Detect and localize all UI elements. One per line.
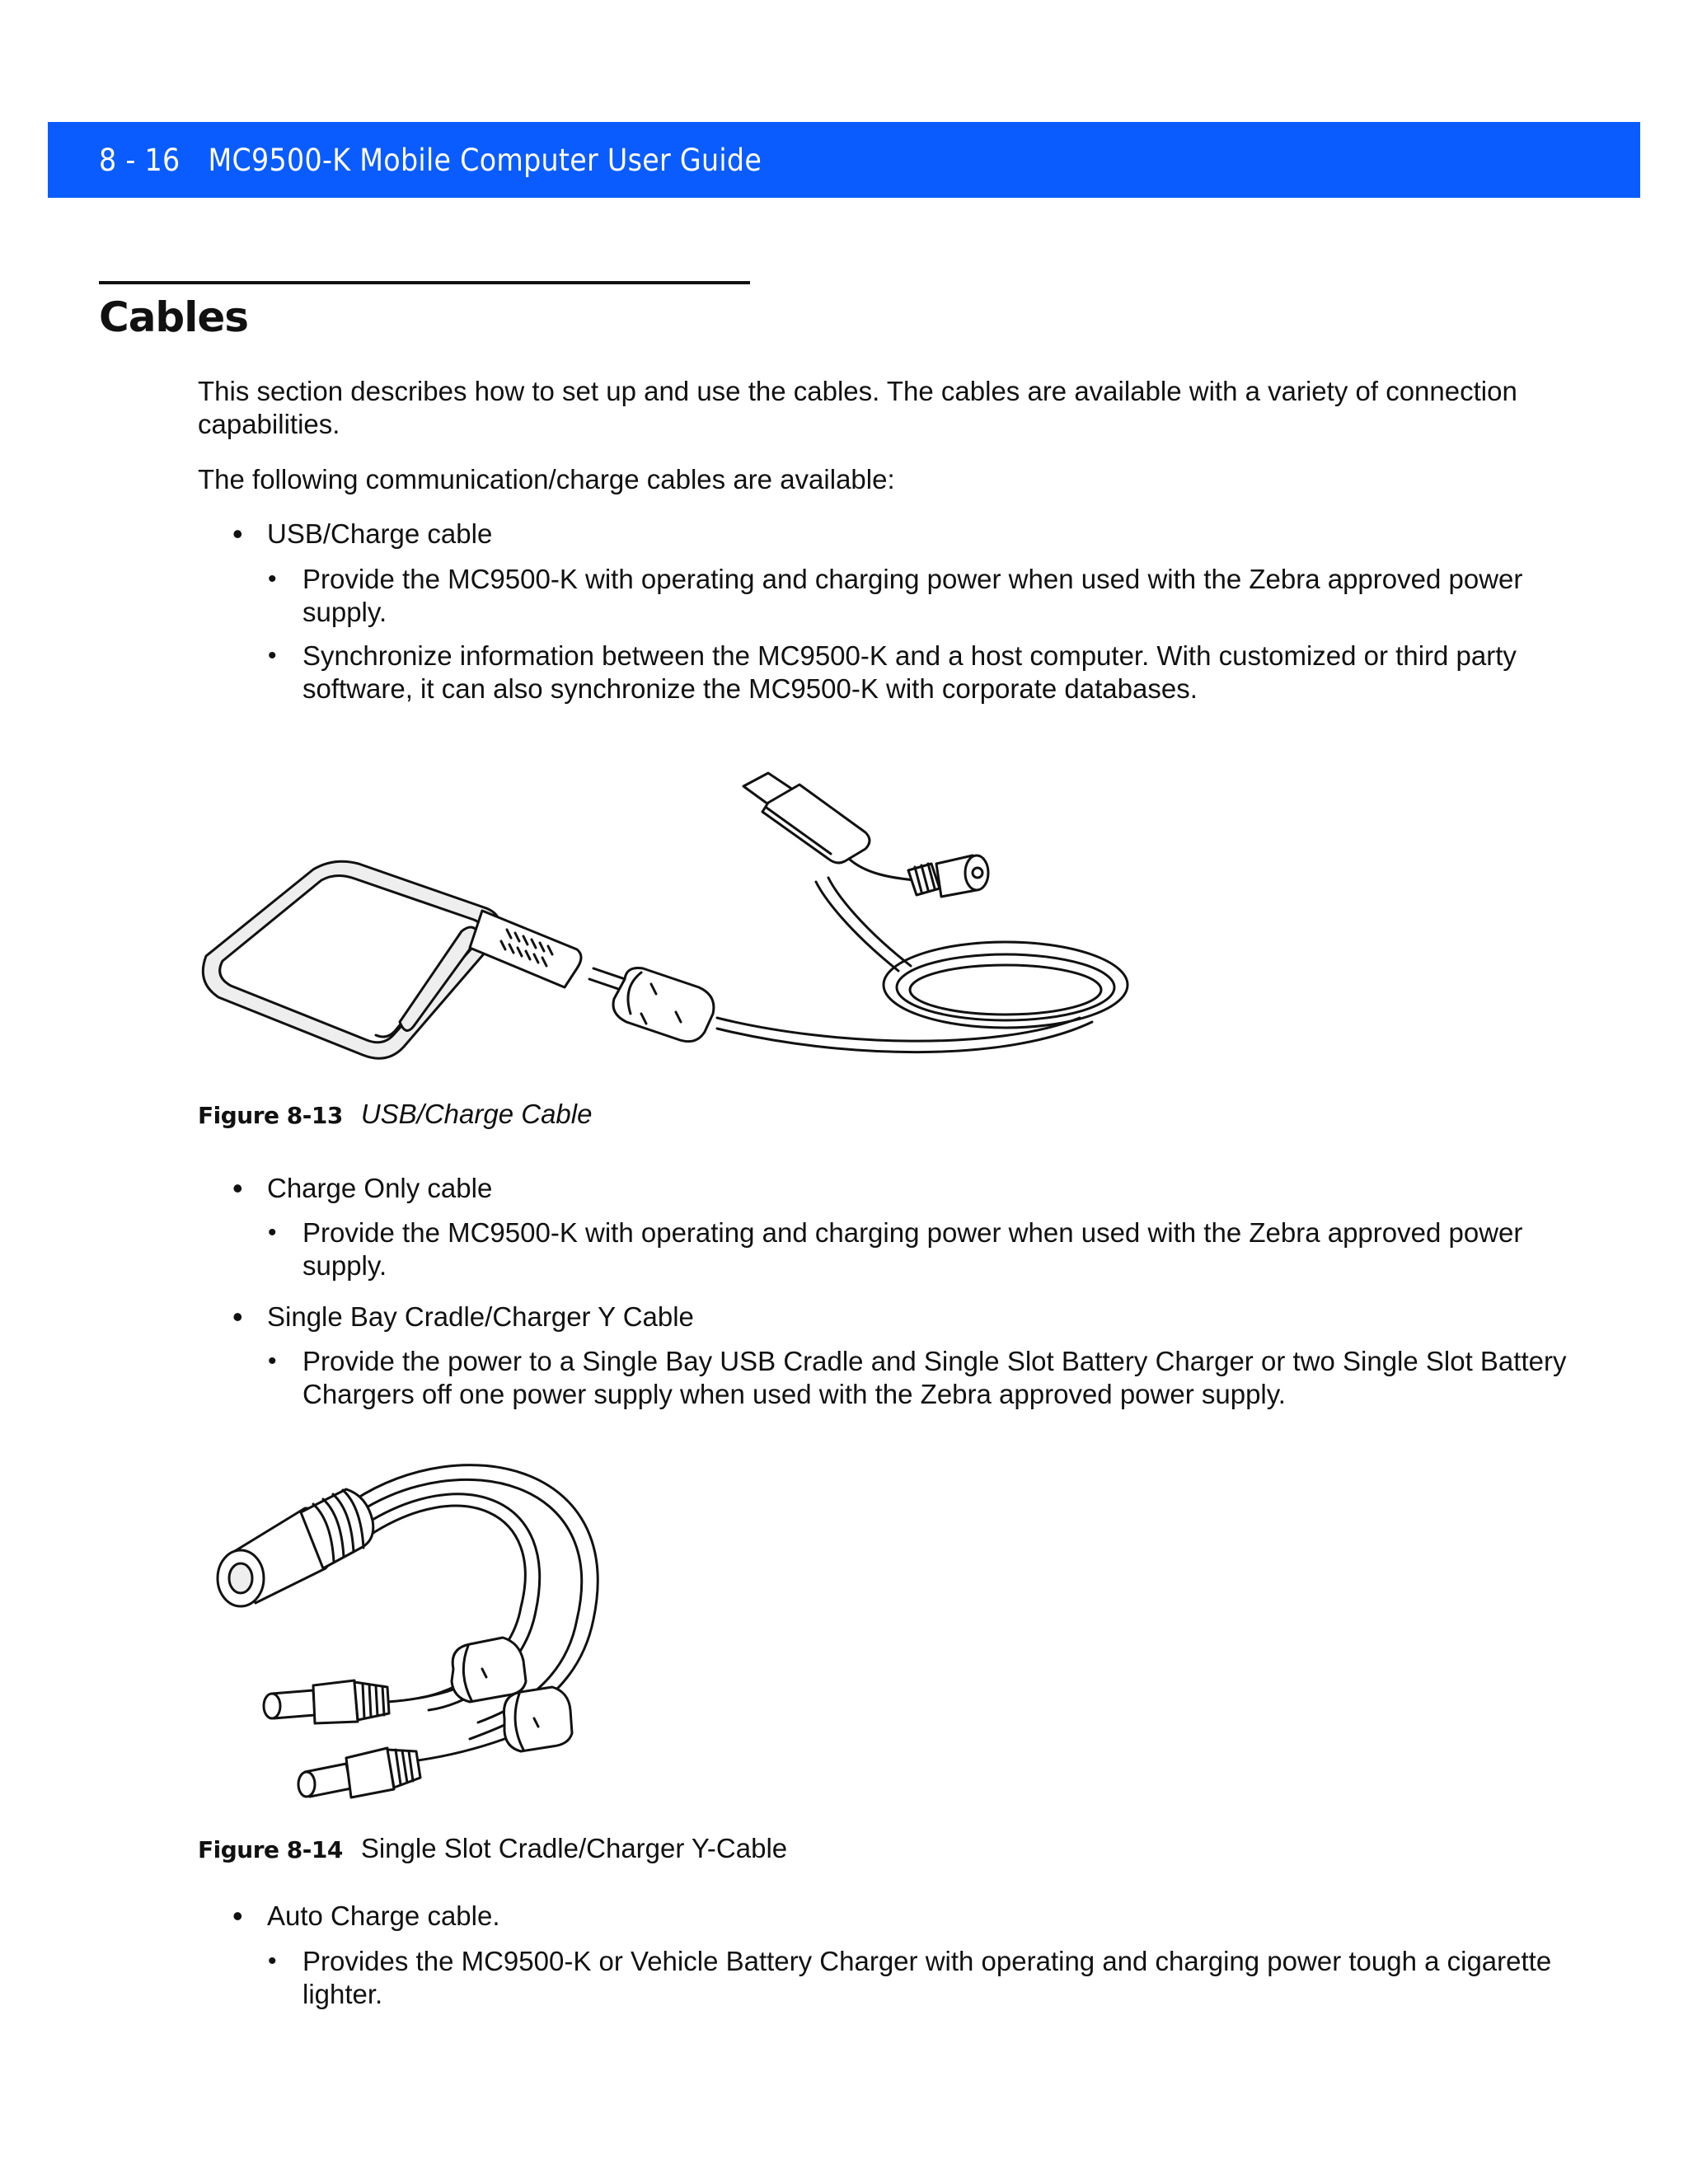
bullet-dot: • — [232, 1899, 243, 1933]
guide-title: MC9500-K Mobile Computer User Guide — [208, 142, 762, 178]
sub-item-text: Synchronize information between the MC9500-K and a host computer. With customized or third party software, it can also synchronize the MC9500-K with corporate databases. — [302, 640, 1517, 704]
bullet-dot: • — [232, 1171, 243, 1205]
bullet-dot: • — [268, 1219, 277, 1246]
usb-charge-cable-figure — [190, 766, 1162, 1080]
intro-paragraph: This section describes how to set up and use the cables. The cables are available with a variety of connection capabilities. — [198, 376, 1517, 439]
sub-item-text: Provide the power to a Single Bay USB Cradle and Single Slot Battery Charger or two Single Slot Battery Chargers off one power supply when used with the Zebra approved power supply. — [302, 1346, 1567, 1409]
list-item-label: USB/Charge cable — [267, 518, 493, 549]
sub-item — [268, 640, 1588, 705]
list-item-label: Charge Only cable — [267, 1173, 493, 1203]
list-item-label: Single Bay Cradle/Charger Y Cable — [267, 1301, 694, 1332]
bullet-dot: • — [268, 565, 277, 593]
list-item — [232, 517, 493, 551]
list-item — [232, 1300, 694, 1333]
sub-item — [268, 1216, 1588, 1282]
bullet-dot: • — [232, 1300, 243, 1333]
page-number: 8 - 16 — [99, 142, 181, 178]
bullet-dot: • — [268, 642, 277, 669]
list-item — [232, 1899, 500, 1933]
figure-title: USB/Charge Cable — [360, 1099, 593, 1129]
sub-item-text: Provide the MC9500-K with operating and charging power when used with the Zebra approved power supply. — [302, 1217, 1523, 1281]
bullet-dot: • — [268, 1347, 277, 1375]
sub-item-text: Provide the MC9500-K with operating and charging power when used with the Zebra approved power supply. — [302, 564, 1523, 627]
figure-caption — [198, 1098, 592, 1132]
bullet-dot: • — [232, 517, 243, 551]
section-title: Cables — [99, 293, 249, 341]
y-cable-figure — [190, 1430, 651, 1834]
sub-item — [268, 563, 1588, 629]
sub-item-text: Provides the MC9500-K or Vehicle Battery Charger with operating and charging power tough a cigarette lighter. — [302, 1946, 1552, 2009]
figure-number: Figure 8-13 — [198, 1102, 343, 1129]
lead-paragraph: The following communication/charge cables are available: — [198, 464, 895, 494]
figure-title: Single Slot Cradle/Charger Y-Cable — [360, 1833, 788, 1863]
figure-caption — [198, 1832, 787, 1867]
section-rule — [99, 281, 750, 284]
sub-item — [268, 1345, 1605, 1411]
bullet-dot: • — [268, 1947, 277, 1975]
page-header — [48, 122, 1640, 198]
list-item-label: Auto Charge cable. — [267, 1900, 500, 1931]
sub-item — [268, 1945, 1588, 2011]
list-item — [232, 1171, 493, 1205]
figure-number: Figure 8-14 — [198, 1836, 343, 1863]
